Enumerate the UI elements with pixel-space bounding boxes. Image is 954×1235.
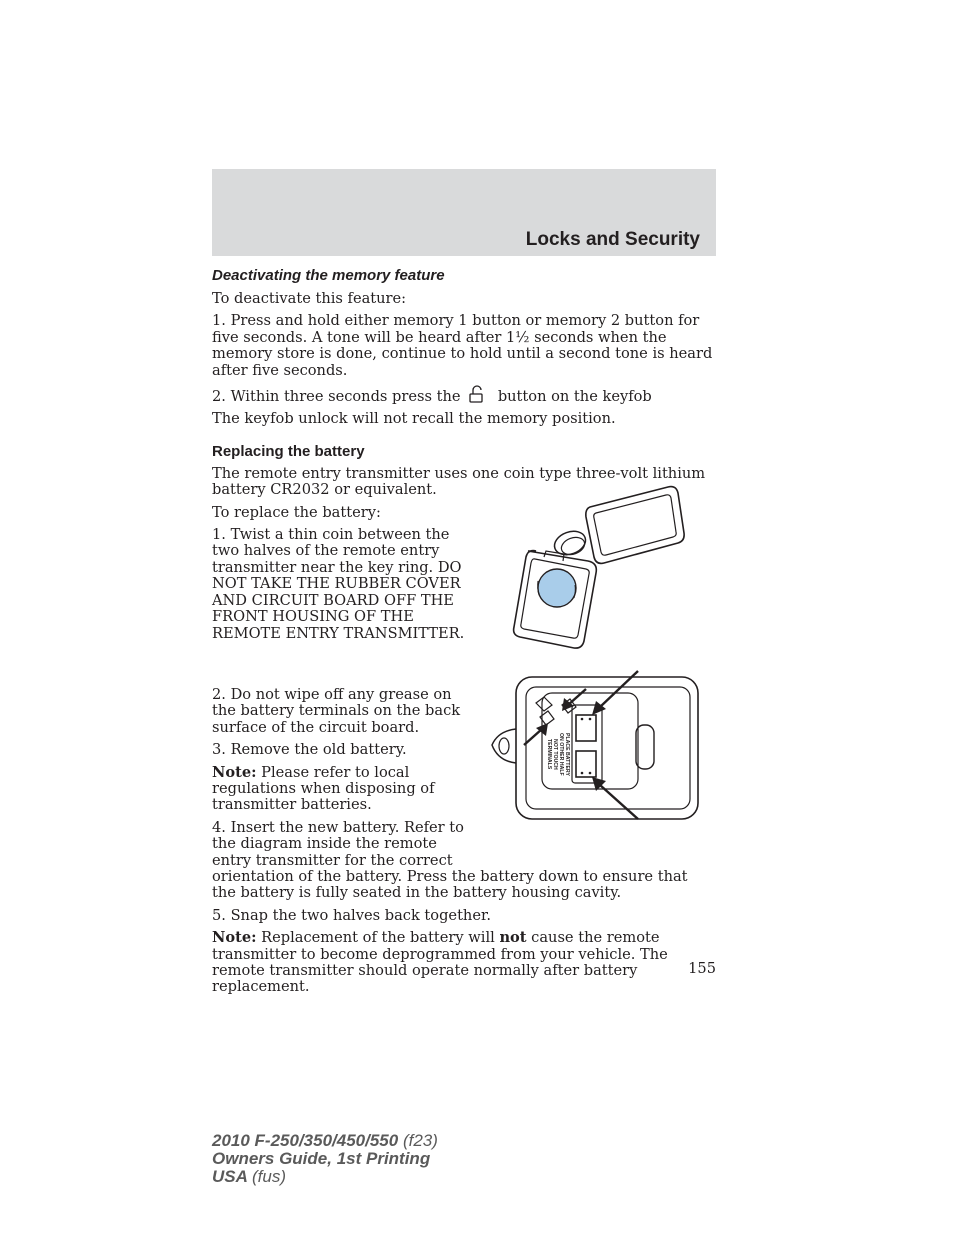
- footer-market-code: (fus): [252, 1167, 286, 1186]
- header-band: [212, 169, 716, 256]
- note2-label: Note:: [212, 929, 257, 947]
- paragraph-battery-step4-part1: 4. Insert the new battery. Refer to the diagram inside the remote entry transmitter for the correct: [212, 818, 464, 869]
- paragraph-note1: [212, 765, 470, 814]
- key-ring: [551, 527, 589, 559]
- page-number: 155: [688, 960, 716, 977]
- heading-replacing-battery: Replacing the battery: [212, 442, 365, 460]
- paragraph-battery-intro: The remote entry transmitter uses one coin type three-volt lithium battery CR2032 or equivalent.: [212, 464, 706, 499]
- footer-line-1: [212, 1132, 438, 1150]
- keyfob-illustration: [508, 485, 688, 650]
- section-title: Locks and Security: [525, 229, 700, 250]
- label-line-2: ON OTHER HALF: [558, 733, 564, 776]
- paragraph-intro: To deactivate this feature:: [212, 290, 407, 307]
- paragraph-step1: 1. Press and hold either memory 1 button or memory 2 button for five seconds. A tone will be heard after 1½ seconds when the memory store is done, continue to hold until a second tone is heard after five seconds.: [212, 312, 713, 379]
- footer-model-code: (f23): [402, 1131, 438, 1150]
- transmitter-terminals-illustration: [488, 667, 704, 823]
- step2-text-before: 2. Within three seconds press the: [212, 388, 461, 406]
- paragraph-to-replace: To replace the battery:: [212, 503, 381, 521]
- rear-fob-half: [586, 487, 684, 564]
- footer-line-2: Owners Guide, 1st Printing: [212, 1149, 431, 1168]
- note1-label: Note:: [212, 763, 257, 781]
- label-line-3: NOT TOUCH: [552, 739, 558, 770]
- paragraph-keyfob-note: The keyfob unlock will not recall the memory position.: [212, 410, 616, 428]
- step2-text-after: button on the keyfob: [497, 388, 652, 406]
- footer-line-3: [212, 1168, 438, 1186]
- heading-deactivating-memory: Deactivating the memory feature: [212, 267, 445, 284]
- note2-text-after: cause the remote transmitter to become deprogrammed from your vehicle. The remote transmitter should operate normally after battery replacement.: [212, 929, 668, 996]
- paragraph-battery-step5: 5. Snap the two halves back together.: [212, 906, 491, 924]
- paragraph-note2: [212, 930, 716, 996]
- footer-market: USA: [212, 1167, 248, 1186]
- paragraph-step2: [212, 385, 716, 405]
- label-line-4: TERMINALS: [546, 739, 552, 770]
- paragraph-battery-step3: 3. Remove the old battery.: [212, 741, 407, 759]
- front-fob-half: [514, 551, 597, 649]
- unlock-icon: [467, 385, 489, 403]
- label-line-1: PLACE BATTERY: [564, 733, 570, 776]
- footer-publication-info: [212, 1132, 438, 1186]
- battery-cell: [538, 569, 576, 607]
- paragraph-battery-step4-part2: orientation of the battery. Press the battery down to ensure that the battery is fully seated in the battery housing cavity.: [212, 867, 688, 902]
- transmitter-housing: [492, 677, 698, 819]
- footer-model: 2010 F-250/350/450/550: [212, 1131, 399, 1150]
- paragraph-battery-step2: 2. Do not wipe off any grease on the battery terminals on the back surface of the circuit board.: [212, 685, 461, 736]
- note2-emphasis: not: [499, 929, 527, 947]
- note1-text: Please refer to local regulations when disposing of transmitter batteries.: [212, 763, 435, 814]
- paragraph-battery-step1: 1. Twist a thin coin between the two halves of the remote entry transmitter near the key ring. DO NOT TAKE THE RUBBER COVER AND CIRCUIT BOARD OFF THE FRONT HOUSING OF THE REMOTE ENTRY TRANSMITTER.: [212, 526, 465, 642]
- note2-text-before: Replacement of the battery will: [261, 929, 495, 947]
